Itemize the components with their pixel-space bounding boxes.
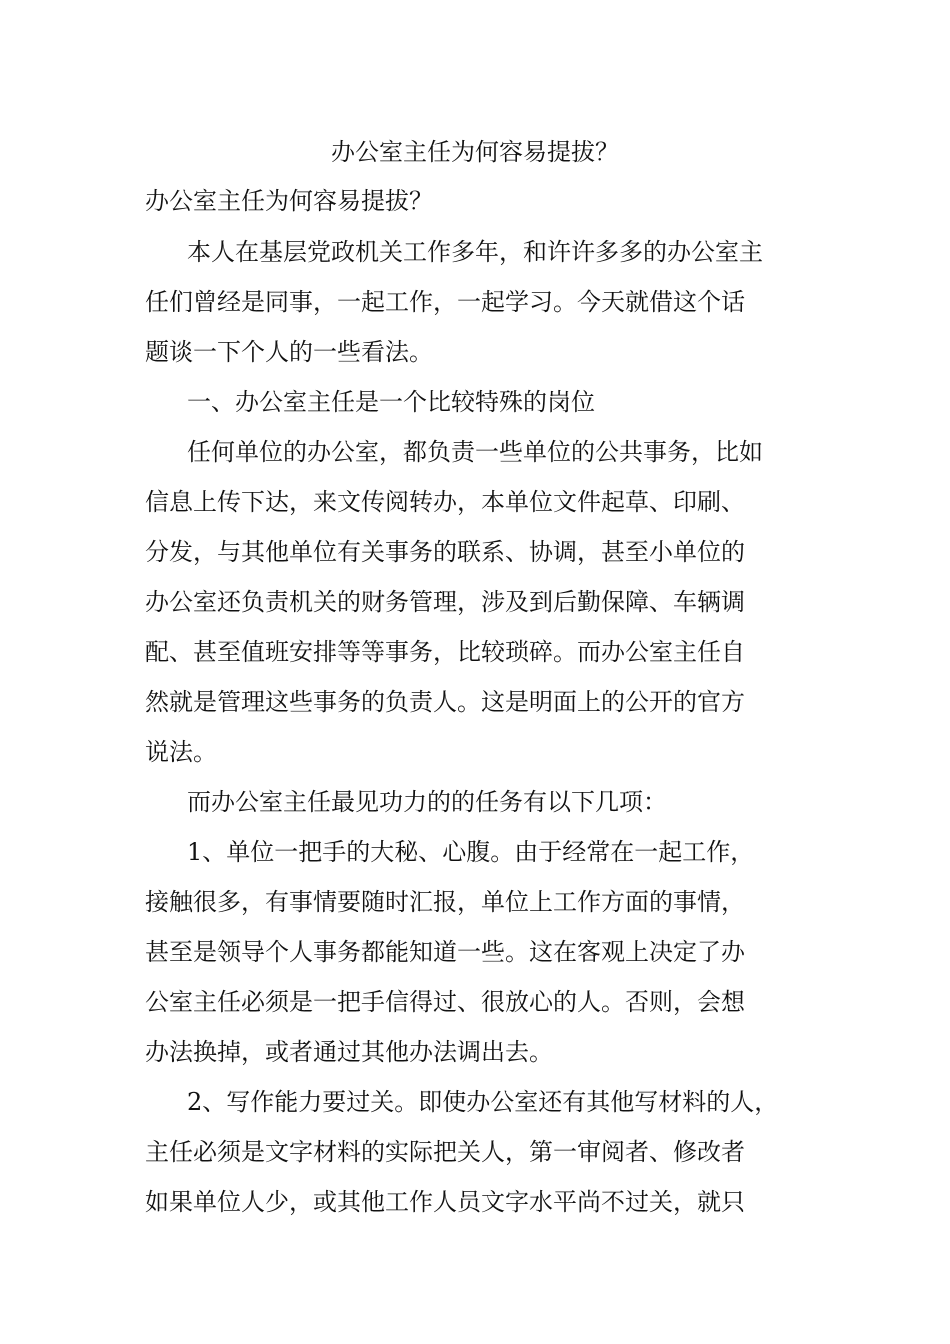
paragraph-line: 办公室还负责机关的财务管理，涉及到后勤保障、车辆调 xyxy=(145,588,745,616)
paragraph-line: 然就是管理这些事务的负责人。这是明面上的公开的官方 xyxy=(145,688,745,716)
paragraph-line: 信息上传下达，来文传阅转办，本单位文件起草、印刷、 xyxy=(145,488,745,516)
paragraph-line: 接触很多，有事情要随时汇报，单位上工作方面的事情， xyxy=(145,888,745,916)
paragraph-line: 本人在基层党政机关工作多年，和许许多多的办公室主 xyxy=(187,238,763,266)
paragraph-line: 任何单位的办公室，都负责一些单位的公共事务，比如 xyxy=(187,438,763,466)
paragraph-line: 公室主任必须是一把手信得过、很放心的人。否则，会想 xyxy=(145,988,745,1016)
section-heading: 一、办公室主任是一个比较特殊的岗位 xyxy=(187,388,595,416)
list-item-line: 2、写作能力要过关。即使办公室还有其他写材料的人， xyxy=(187,1088,779,1116)
paragraph-line: 题谈一下个人的一些看法。 xyxy=(145,338,433,366)
paragraph-line: 甚至是领导个人事务都能知道一些。这在客观上决定了办 xyxy=(145,938,745,966)
paragraph-line: 配、甚至值班安排等等事务，比较琐碎。而办公室主任自 xyxy=(145,638,745,666)
paragraph-line: 主任必须是文字材料的实际把关人，第一审阅者、修改者 xyxy=(145,1138,745,1166)
heading-repeat: 办公室主任为何容易提拔？ xyxy=(145,187,433,215)
list-item-line: 1、单位一把手的大秘、心腹。由于经常在一起工作， xyxy=(187,838,755,866)
paragraph-line: 说法。 xyxy=(145,738,217,766)
paragraph-line: 如果单位人少，或其他工作人员文字水平尚不过关，就只 xyxy=(145,1188,745,1216)
paragraph-line: 分发，与其他单位有关事务的联系、协调，甚至小单位的 xyxy=(145,538,745,566)
paragraph-line: 而办公室主任最见功力的的任务有以下几项： xyxy=(187,788,667,816)
paragraph-line: 任们曾经是同事，一起工作，一起学习。今天就借这个话 xyxy=(145,288,745,316)
paragraph-line: 办法换掉，或者通过其他办法调出去。 xyxy=(145,1038,553,1066)
document-title: 办公室主任为何容易提拔？ xyxy=(331,138,619,166)
